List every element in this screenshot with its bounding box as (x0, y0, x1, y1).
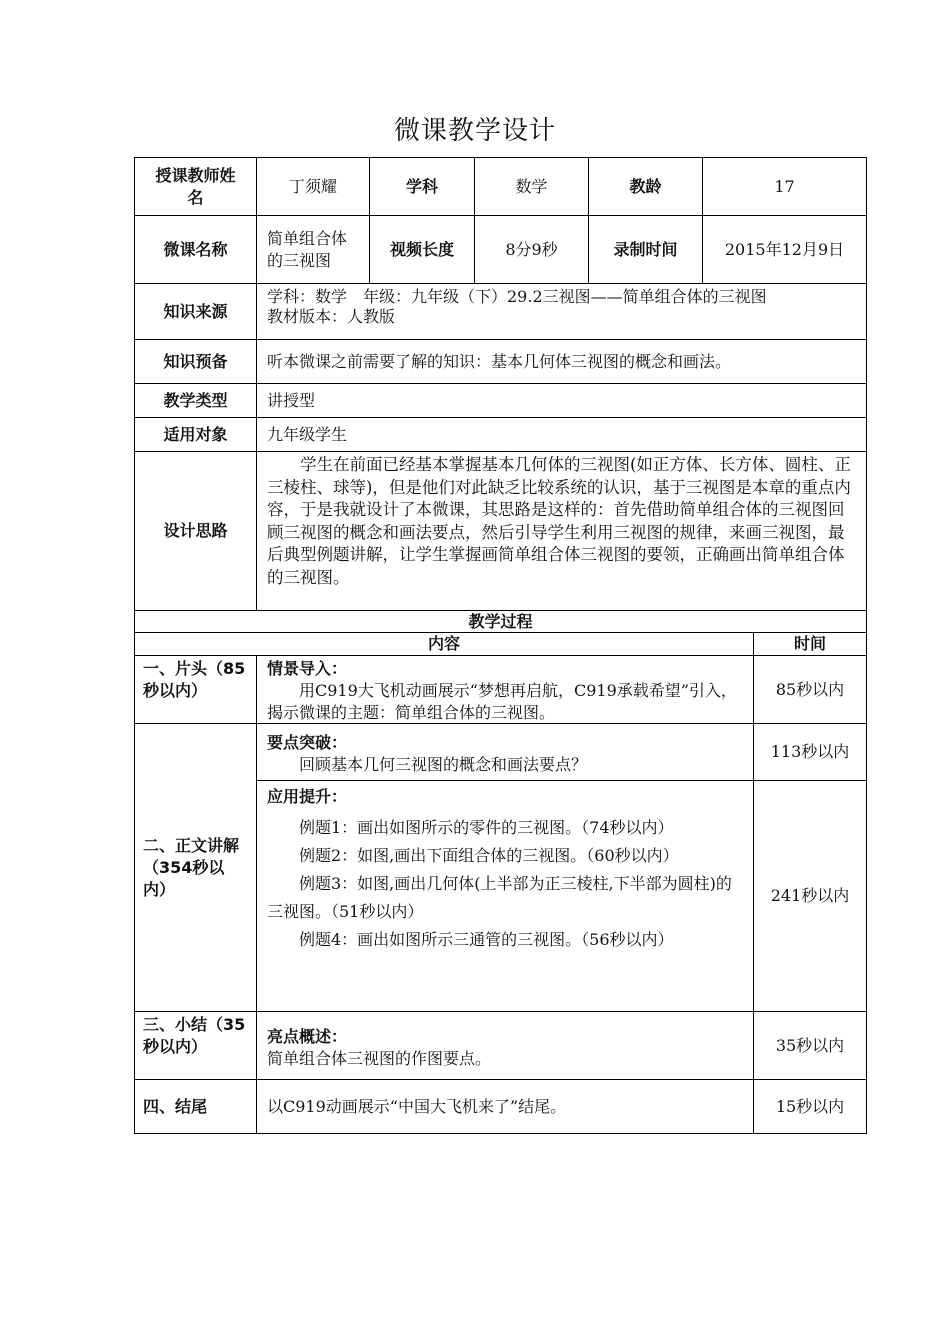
section-main-b-time: 241秒以内 (753, 780, 867, 1012)
col-time-header: 时间 (753, 632, 867, 656)
design-label: 设计思路 (134, 451, 257, 611)
course-label: 微课名称 (134, 215, 257, 284)
section-ending-content: 以C919动画展示“中国大飞机来了”结尾。 (256, 1079, 754, 1134)
page-title: 微课教学设计 (393, 116, 556, 146)
intro-subheading: 情景导入： (267, 659, 348, 678)
section-summary-content (256, 1011, 754, 1080)
prep-label: 知识预备 (134, 339, 257, 384)
section-ending-time: 15秒以内 (753, 1079, 867, 1134)
type-value: 讲授型 (256, 383, 867, 418)
teacher-label: 授课教师姓名 (134, 157, 257, 216)
example-4: 例题4：画出如图所示三通管的三视图。（56秒以内） (299, 930, 674, 949)
source-version: 教材版本：人教版 (267, 307, 396, 326)
section-intro-label: 一、片头（85秒以内） (134, 655, 257, 724)
target-value: 九年级学生 (256, 417, 867, 452)
section-intro-time: 85秒以内 (753, 655, 867, 724)
section-main-a-time: 113秒以内 (753, 723, 867, 781)
source-value: 学科：数学 年级：九年级（下）29.2三视图——简单组合体的三视图 教材版本：人教版 (256, 283, 867, 340)
key-points-subheading: 要点突破： (267, 733, 348, 752)
summary-text: 简单组合体三视图的作图要点。 (267, 1049, 492, 1068)
process-heading: 教学过程 (134, 610, 867, 633)
section-intro-content (256, 655, 754, 724)
section-summary-label: 三、小结（35秒以内） (134, 1011, 257, 1080)
source-label: 知识来源 (134, 283, 257, 340)
record-value: 2015年12月9日 (702, 215, 867, 284)
type-label: 教学类型 (134, 383, 257, 418)
section-summary-time: 35秒以内 (753, 1011, 867, 1080)
record-label: 录制时间 (588, 215, 703, 284)
section-main-b-content (256, 780, 754, 1012)
example-3: 例题3：如图,画出几何体(上半部为正三棱柱,下半部为圆柱)的三视图。（51秒以内） (267, 874, 732, 921)
example-1: 例题1：画出如图所示的零件的三视图。（74秒以内） (299, 818, 674, 837)
design-value: 学生在前面已经基本掌握基本几何体的三视图(如正方体、长方体、圆柱、正三棱柱、球等)，但是他们对此缺乏比较系统的认识，基于三视图是本章的重点内容，于是我就设计了本微课，其思路是这样的：首先借助简单组合体的三视图回顾三视图的概念和画法要点，然后引导学生利用三视图的规律，来画三视图，最后典型例题讲解，让学生掌握画简单组合体三视图的要领，正确画出简单组合体的三视图。 (256, 451, 867, 611)
video-value: 8分9秒 (474, 215, 589, 284)
teacher-value: 丁须耀 (256, 157, 370, 216)
subject-label: 学科 (369, 157, 475, 216)
age-value: 17 (702, 157, 867, 216)
example-2: 例题2：如图,画出下面组合体的三视图。（60秒以内） (299, 846, 679, 865)
course-value: 简单组合体的三视图 (256, 215, 370, 284)
video-label: 视频长度 (369, 215, 475, 284)
section-ending-label: 四、结尾 (134, 1079, 257, 1134)
col-content-header: 内容 (134, 632, 754, 656)
age-label: 教龄 (588, 157, 703, 216)
section-main-label: 二、正文讲解（354秒以内） (134, 723, 257, 1012)
section-main-a-content (256, 723, 754, 781)
prep-value: 听本微课之前需要了解的知识：基本几何体三视图的概念和画法。 (256, 339, 867, 384)
subject-value: 数学 (474, 157, 589, 216)
key-points-text: 回顾基本几何三视图的概念和画法要点？ (299, 755, 588, 774)
intro-text: 用C919大飞机动画展示“梦想再启航，C919承载希望”引入，揭示微课的主题：简单组合体的三视图。 (267, 681, 737, 722)
target-label: 适用对象 (134, 417, 257, 452)
application-subheading: 应用提升： (267, 787, 348, 806)
summary-subheading: 亮点概述： (267, 1027, 348, 1046)
